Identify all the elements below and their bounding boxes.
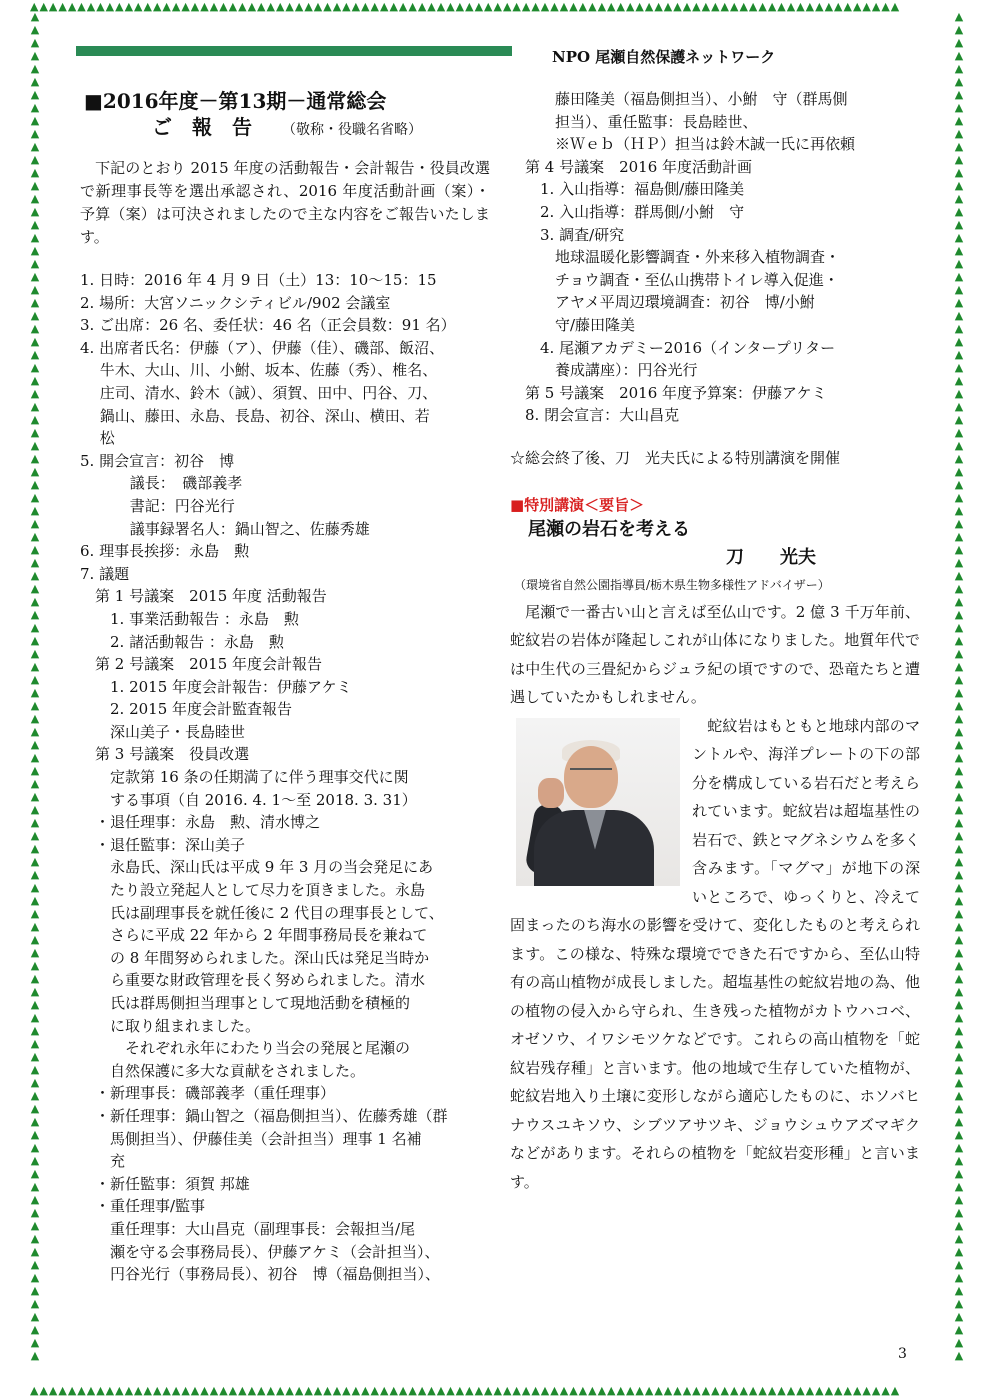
- text-line: ・新任監事：須賀 邦雄: [80, 1174, 250, 1193]
- text-line: の 8 年間努められました。深山氏は発足当時か: [80, 948, 430, 967]
- text-line: ・新任理事：鍋山智之（福島側担当）、佐藤秀雄（群: [80, 1106, 448, 1125]
- title-note: （敬称・役職名省略）: [282, 122, 422, 138]
- lecture-paragraph-2: 蛇紋岩はもともと地球内部のマントルや、海洋プレートの下の部分を構成している岩石だと考えられています。蛇紋岩は超塩基性の岩石で、鉄とマグネシウムを多く含みます。「マグマ」が地下の深いところで、ゆっくりと、冷えて固まったのち海水の影響を受けて、変化したものと考えられます。この様な、特殊な環境でできた石ですから、至仏山特有の高山植物が成長しました。超塩基性の蛇紋岩地の為、他の植物の侵入から守られ、生き残った植物がカトウハコベ、オゼソウ、イワシモツケなどです。これらの高山植物を「蛇紋岩残存種」と言います。他の地域で生存していた植物が、蛇紋岩地入り土壌に変形しながら適応したものに、ホソバヒナウスユキソウ、シブツアサツキ、ジョウシュウアズマギクなどがあります。それらの植物を「蛇紋岩変形種」と言います。: [510, 716, 920, 1191]
- text-line: 1. 入山指導：福島側/藤田隆美: [510, 180, 745, 199]
- text-line: たり設立発起人として尽力を頂きました。永島: [80, 881, 426, 900]
- report-title: ■2016年度－第13期－通常総会: [84, 89, 387, 113]
- text-line: 瀬を守る会事務局長）、伊藤アケミ（会計担当）、: [80, 1242, 440, 1261]
- intro-paragraph: 下記のとおり 2015 年度の活動報告・会計報告・役員改選で新理事長等を選出承認され、2016 年度活動計画（案）・予算（案）は可決されましたので主な内容をご報告いたします。: [80, 159, 490, 246]
- text-line: 2. 場所：大宮ソニックシティビル/902 会議室: [80, 293, 391, 312]
- text-line: 4. 出席者氏名：伊藤（ア）、伊藤（佳）、磯部、飯沼、: [80, 338, 445, 357]
- text-line: 牛木、大山、川、小鮒、坂本、佐藤（秀）、椎名、: [80, 361, 438, 380]
- decorative-border-right: ▲▲▲▲▲▲▲▲▲▲▲▲▲▲▲▲▲▲▲▲▲▲▲▲▲▲▲▲▲▲▲▲▲▲▲▲▲▲▲▲▲▲▲▲▲▲▲▲▲▲▲▲▲▲▲▲▲▲▲▲▲▲▲▲▲▲▲▲▲▲▲▲▲▲▲▲▲▲▲▲▲▲▲▲▲▲▲▲▲▲▲▲▲▲▲▲▲▲▲▲▲▲▲▲: [954, 10, 964, 1362]
- text-line: ・退任監事：深山美子: [80, 835, 246, 854]
- lecture-title: 尾瀬の岩石を考える: [528, 518, 690, 540]
- text-line: に取り組まれました。: [80, 1016, 261, 1035]
- decorative-border-top: ▲▲▲▲▲▲▲▲▲▲▲▲▲▲▲▲▲▲▲▲▲▲▲▲▲▲▲▲▲▲▲▲▲▲▲▲▲▲▲▲▲▲▲▲▲▲▲▲▲▲▲▲▲▲▲▲▲▲▲▲▲▲▲▲▲▲▲▲▲▲▲▲▲▲▲▲▲▲▲▲▲▲▲▲▲▲▲▲▲▲▲▲: [30, 0, 901, 13]
- agenda-list: [80, 269, 490, 856]
- text-line: ・退任理事：永島 勲、清水博之: [80, 813, 321, 832]
- agenda-list-continued: [510, 88, 920, 427]
- text-line: 第 4 号議案 2016 年度活動計画: [510, 157, 753, 176]
- special-lecture-note: ☆総会終了後、刀 光夫氏による特別講演を開催: [510, 448, 841, 467]
- text-line: それぞれ永年にわたり当会の発展と尾瀬の: [80, 1039, 411, 1058]
- header-green-bar: [76, 46, 512, 56]
- officer-list: [80, 1082, 490, 1285]
- text-line: 深山美子・長島睦世: [80, 722, 246, 741]
- text-line: 3. ご出席：26 名、委任状：46 名（正会員数：91 名）: [80, 316, 456, 335]
- text-line: 1. 2015 年度会計報告：伊藤アケミ: [80, 677, 352, 696]
- decorative-border-bottom: ▲▲▲▲▲▲▲▲▲▲▲▲▲▲▲▲▲▲▲▲▲▲▲▲▲▲▲▲▲▲▲▲▲▲▲▲▲▲▲▲▲▲▲▲▲▲▲▲▲▲▲▲▲▲▲▲▲▲▲▲▲▲▲▲▲▲▲▲▲▲▲▲▲▲▲▲▲▲▲▲▲▲▲▲▲▲▲▲▲▲▲▲: [30, 1384, 901, 1397]
- lecturer-affiliation: （環境省自然公園指導員/栃木県生物多様性アドバイザー）: [514, 577, 830, 592]
- lecture-paragraph-1: 尾瀬で一番古い山と言えば至仏山です。2 億 3 千万年前、蛇紋岩の岩体が隆起しこれが山体になりました。地質年代では中生代の三畳紀からジュラ紀の頃ですので、恐竜たちと遭遇していたかもしれません。: [510, 602, 920, 706]
- text-line: 4. 尾瀬アカデミー2016（インタープリター: [510, 338, 836, 357]
- text-line: 鍋山、藤田、永島、長島、初谷、深山、横田、若: [80, 406, 430, 425]
- text-line: 養成講座）：円谷光行: [510, 361, 698, 380]
- page-number: 3: [898, 1346, 907, 1362]
- text-line: 馬側担当）、伊藤佳美（会計担当）理事 1 名補: [80, 1129, 422, 1148]
- text-line: 重任理事：大山昌克（副理事長：会報担当/尾: [80, 1219, 416, 1238]
- text-line: 第 1 号議案 2015 年度 活動報告: [80, 587, 327, 606]
- text-line: 氏は群馬側担当理事として現地活動を積極的: [80, 994, 411, 1012]
- text-line: 6. 理事長挨拶：永島 勲: [80, 542, 250, 561]
- lecturer-photo: [516, 718, 680, 886]
- text-line: ※Ｗｅｂ（ＨＰ）担当は鈴木誠一氏に再依頼: [510, 135, 856, 154]
- text-line: チョウ調査・至仏山携帯トイレ導入促進・: [510, 270, 839, 289]
- text-line: ら重要な財政管理を長く努められました。清水: [80, 971, 426, 990]
- text-line: 8. 閉会宣言：大山昌克: [510, 406, 680, 425]
- text-line: 地球温暖化影響調査・外来移入植物調査・: [510, 248, 841, 267]
- text-line: 第 3 号議案 役員改選: [80, 745, 250, 764]
- text-line: 氏は副理事長を就任後に 2 代目の理事長として、: [80, 903, 444, 922]
- text-line: 充: [80, 1152, 126, 1171]
- text-line: 1. 事業活動報告 ：永島 勲: [80, 609, 299, 628]
- text-line: 2. 2015 年度会計監査報告: [80, 700, 293, 719]
- text-line: 3. 調査/研究: [510, 225, 625, 244]
- report-subtitle-text: ご 報 告: [152, 115, 252, 139]
- text-line: 自然保護に多大な貢献をされました。: [80, 1061, 366, 1080]
- text-line: ・重任理事/監事: [80, 1197, 206, 1216]
- text-line: 議事録署名人：鍋山智之、佐藤秀雄: [80, 519, 370, 538]
- decorative-border-left: ▲▲▲▲▲▲▲▲▲▲▲▲▲▲▲▲▲▲▲▲▲▲▲▲▲▲▲▲▲▲▲▲▲▲▲▲▲▲▲▲▲▲▲▲▲▲▲▲▲▲▲▲▲▲▲▲▲▲▲▲▲▲▲▲▲▲▲▲▲▲▲▲▲▲▲▲▲▲▲▲▲▲▲▲▲▲▲▲▲▲▲▲▲▲▲▲▲▲▲▲▲▲▲▲: [30, 10, 40, 1362]
- text-line: 議長： 磯部義孝: [80, 474, 243, 493]
- text-line: 藤田隆美（福島側担当）、小鮒 守（群馬側: [510, 90, 848, 108]
- text-line: ・新理事長：磯部義孝（重任理事）: [80, 1084, 336, 1103]
- text-line: 書記：円谷光行: [80, 496, 235, 515]
- text-line: 定款第 16 条の任期満了に伴う理事交代に関: [80, 768, 409, 787]
- text-line: 2. 諸活動報告 ：永島 勲: [80, 632, 284, 651]
- text-line: 松: [80, 429, 115, 448]
- report-subtitle: [152, 114, 490, 143]
- lecturer-name: 刀 光夫: [726, 546, 816, 568]
- right-column: [510, 88, 920, 1196]
- text-line: 担当）、重任監事：長島睦世、: [510, 112, 758, 131]
- text-line: 守/藤田隆美: [510, 315, 636, 334]
- text-line: 1. 日時：2016 年 4 月 9 日（土）13：10～15：15: [80, 271, 437, 289]
- retirement-paragraph: [80, 856, 490, 1082]
- text-line: 第 2 号議案 2015 年度会計報告: [80, 655, 323, 674]
- text-line: 円谷光行（事務局長）、初谷 博（福島側担当）、: [80, 1265, 441, 1284]
- organization-name: NPO 尾瀬自然保護ネットワーク: [552, 48, 776, 66]
- text-line: する事項（自 2016. 4. 1～至 2018. 3. 31）: [80, 790, 417, 809]
- text-line: アヤメ平周辺環境調査：初谷 博/小鮒: [510, 293, 815, 312]
- text-line: 庄司、清水、鈴木（誠）、須賀、田中、円谷、刀、: [80, 383, 438, 402]
- text-line: 7. 議題: [80, 564, 130, 583]
- text-line: 2. 入山指導：群馬側/小鮒 守: [510, 202, 745, 221]
- lecture-heading: ■特別講演＜要旨＞: [510, 495, 645, 514]
- text-line: さらに平成 22 年から 2 年間事務局長を兼ねて: [80, 926, 428, 945]
- text-line: 5. 開会宣言：初谷 博: [80, 451, 235, 470]
- text-line: 永島氏、深山氏は平成 9 年 3 月の当会発足にあ: [80, 858, 434, 877]
- left-column: [80, 88, 490, 1286]
- text-line: 第 5 号議案 2016 年度予算案：伊藤アケミ: [510, 383, 827, 402]
